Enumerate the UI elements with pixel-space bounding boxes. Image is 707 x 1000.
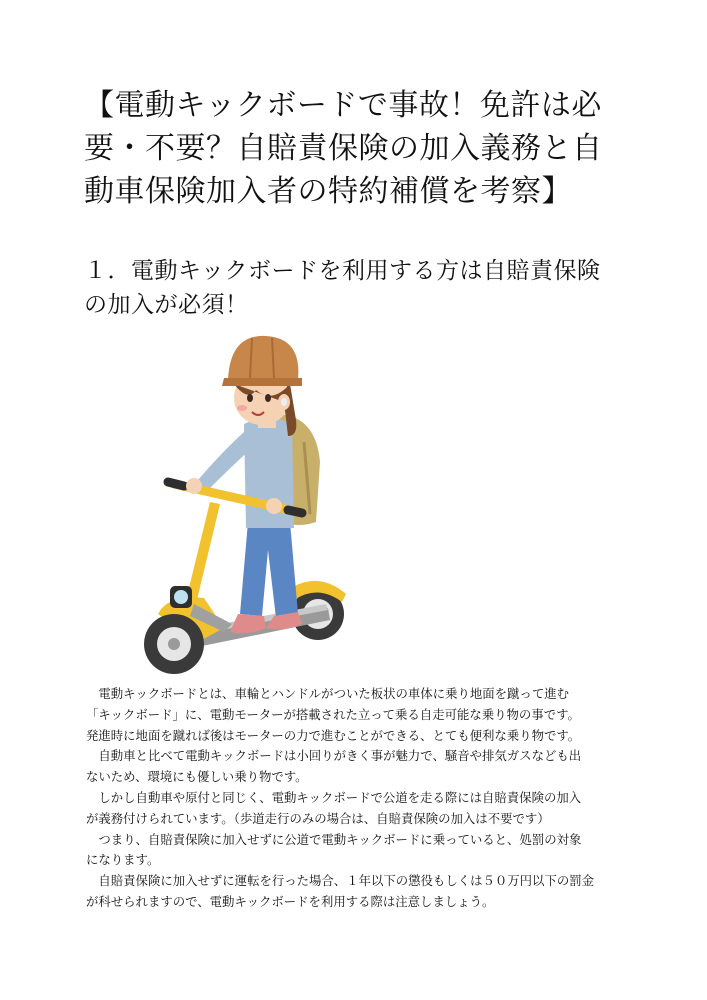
article-title	[84, 84, 644, 213]
article-body	[86, 684, 626, 913]
body-line: しかし自動車や原付と同じく、電動キックボードで公道を走る際には自賠責保険の加入	[86, 789, 582, 805]
body-line: ないため、環境にも優しい乗り物です。	[86, 769, 308, 785]
section-heading-line: の加入が必須！	[84, 292, 249, 318]
body-line: 自賠責保険に加入せずに運転を行った場合、１年以下の懲役もしくは５０万円以下の罰金	[86, 873, 595, 889]
body-line: 電動キックボードとは、車輪とハンドルがついた板状の車体に乗り地面を蹴って進む	[86, 686, 569, 701]
body-line: になります。	[86, 852, 160, 868]
section-heading-line: １．電動キックボードを利用する方は自賠責保険	[84, 258, 601, 284]
section-heading	[84, 254, 644, 322]
article-title-line: 【電動キックボードで事故！免許は必	[84, 88, 602, 123]
body-line: 「キックボード」に、電動モーターが搭載された立って乗る自走可能な乗り物の事です。	[86, 706, 580, 722]
body-line: が科せられますので、電動キックボードを利用する際は注意しましょう。	[86, 893, 495, 909]
kick-scooter-rider-illustration	[138, 332, 368, 682]
article-title-line: 要・不要？自賠責保険の加入義務と自	[84, 131, 603, 166]
body-line: つまり、自賠責保険に加入せずに公道で電動キックボードに乗っていると、処罰の対象	[86, 831, 582, 847]
body-line: 発進時に地面を蹴れば後はモーターの力で進むことができる、とても便利な乗り物です。	[86, 727, 581, 743]
front-wheel-icon	[144, 614, 204, 674]
article-title-line: 動車保険加入者の特約補償を考察】	[84, 174, 572, 209]
body-line: が義務付けられています。（歩道走行のみの場合は、自賠責保険の加入は不要です）	[86, 810, 550, 826]
body-line: 自動車と比べて電動キックボードは小回りがきく事が魅力で、騒音や排気ガスなども出	[86, 748, 582, 764]
